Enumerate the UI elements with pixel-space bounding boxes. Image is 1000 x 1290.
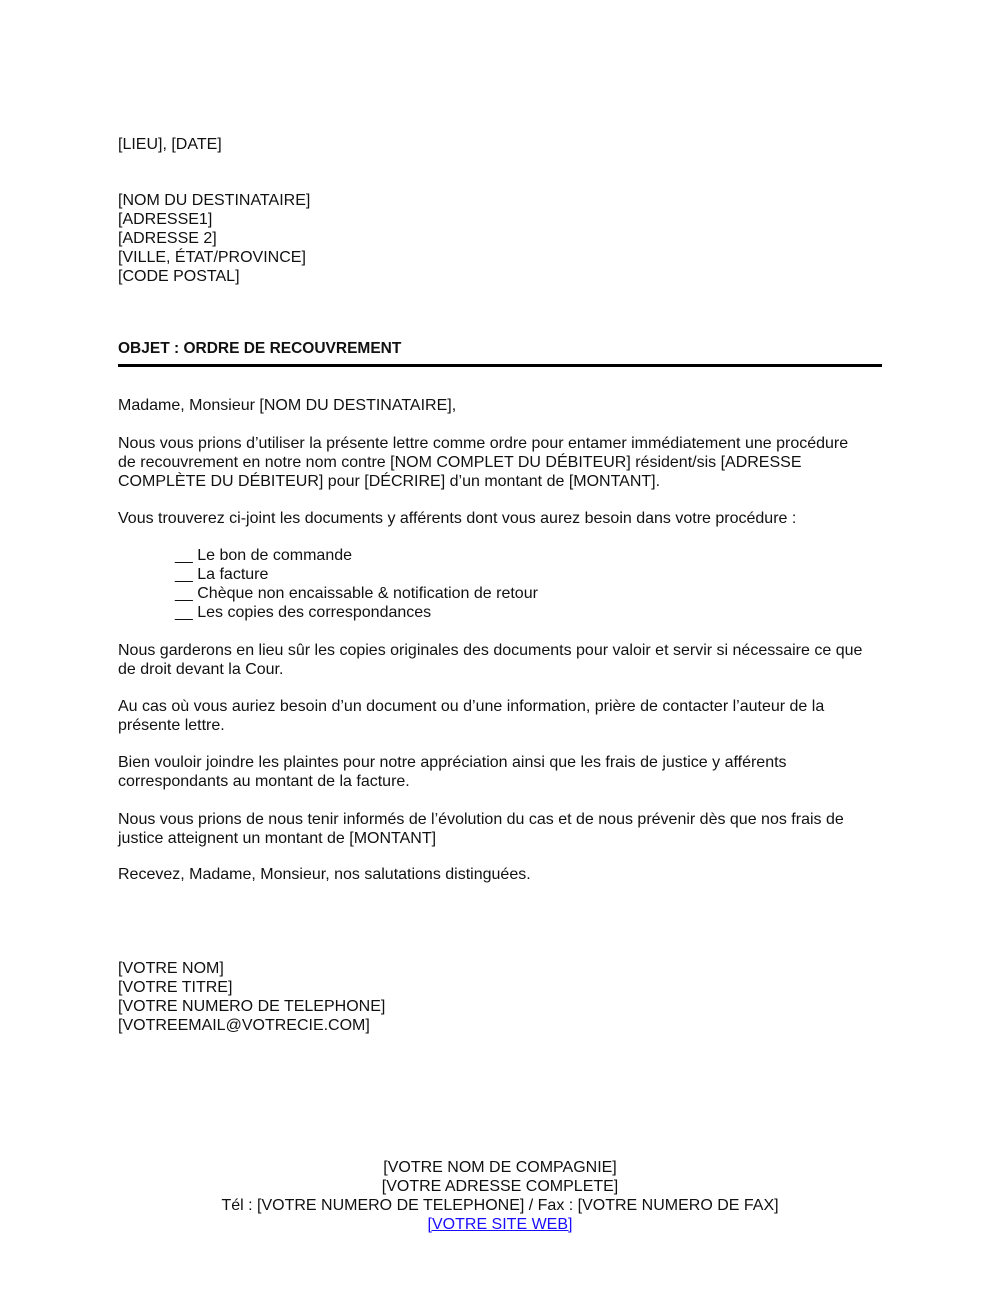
paragraph-line: Vous trouverez ci-joint les documents y afférents dont vous aurez besoin dans votre procédure :: [118, 510, 797, 527]
signature-title: [VOTRE TITRE]: [118, 979, 233, 996]
paragraph-line: correspondants au montant de la facture.: [118, 773, 410, 790]
signature-name: [VOTRE NOM]: [118, 960, 224, 977]
paragraph-intro: [118, 434, 888, 491]
paragraph-line: Au cas où vous auriez besoin d’un document ou d’une information, prière de contacter l’auteur de la: [118, 698, 825, 715]
subject-divider: [118, 364, 882, 367]
paragraph-line: Nous garderons en lieu sûr les copies originales des documents pour valoir et servir si nécessaire ce que: [118, 642, 863, 659]
recipient-city: [VILLE, ÉTAT/PROVINCE]: [118, 249, 306, 266]
checklist-item: __ Le bon de commande: [175, 547, 353, 564]
place-date-text: [LIEU], [DATE]: [118, 136, 222, 153]
paragraph-line: Bien vouloir joindre les plaintes pour notre appréciation ainsi que les frais de justice y afférents: [118, 754, 787, 771]
salutation-text: Madame, Monsieur [NOM DU DESTINATAIRE],: [118, 397, 457, 414]
footer-company: [VOTRE NOM DE COMPAGNIE]: [383, 1159, 617, 1176]
footer-website-link[interactable]: [VOTRE SITE WEB]: [427, 1216, 573, 1233]
paragraph-line: Nous vous prions de nous tenir informés de l’évolution du cas et de nous prévenir dès que nos frais de: [118, 811, 844, 828]
closing: [118, 865, 888, 884]
footer-address: [VOTRE ADRESSE COMPLETE]: [381, 1178, 619, 1195]
paragraph-complaints: [118, 753, 888, 791]
letterhead-footer: [0, 1158, 1000, 1234]
closing-text: Recevez, Madame, Monsieur, nos salutations distinguées.: [118, 866, 531, 883]
recipient-address-2: [ADRESSE 2]: [118, 230, 217, 247]
paragraph-line: de recouvrement en notre nom contre [NOM COMPLET DU DÉBITEUR] résident/sis [ADRESSE: [118, 454, 802, 471]
place-date: [118, 135, 222, 154]
paragraph-line: présente lettre.: [118, 717, 225, 734]
recipient-address-1: [ADRESSE1]: [118, 211, 213, 228]
paragraph-contact: [118, 697, 888, 735]
paragraph-line: Nous vous prions d’utiliser la présente lettre comme ordre pour entamer immédiatement une procédure: [118, 435, 849, 452]
recipient-name: [NOM DU DESTINATAIRE]: [118, 192, 311, 209]
footer-contact: Tél : [VOTRE NUMERO DE TELEPHONE] / Fax : [VOTRE NUMERO DE FAX]: [221, 1197, 779, 1214]
paragraph-updates: [118, 810, 888, 848]
signature-email: [VOTREEMAIL@VOTRECIE.COM]: [118, 1017, 370, 1034]
signature-block: [118, 959, 385, 1035]
checklist-item: __ La facture: [175, 566, 269, 583]
checklist-item: __ Les copies des correspondances: [175, 604, 432, 621]
paragraph-line: COMPLÈTE DU DÉBITEUR] pour [DÉCRIRE] d’un montant de [MONTANT].: [118, 473, 661, 490]
salutation: [118, 396, 888, 415]
subject-line: OBJET : ORDRE DE RECOUVREMENT: [118, 340, 402, 357]
recipient-address: [118, 191, 310, 286]
recipient-postal-code: [CODE POSTAL]: [118, 268, 240, 285]
checklist-item: __ Chèque non encaissable & notification de retour: [175, 585, 538, 602]
signature-phone: [VOTRE NUMERO DE TELEPHONE]: [118, 998, 386, 1015]
paragraph-originals: [118, 641, 888, 679]
paragraph-line: justice atteignent un montant de [MONTANT]: [118, 830, 437, 847]
document-checklist: [175, 546, 538, 622]
paragraph-documents: [118, 509, 888, 528]
paragraph-line: de droit devant la Cour.: [118, 661, 284, 678]
